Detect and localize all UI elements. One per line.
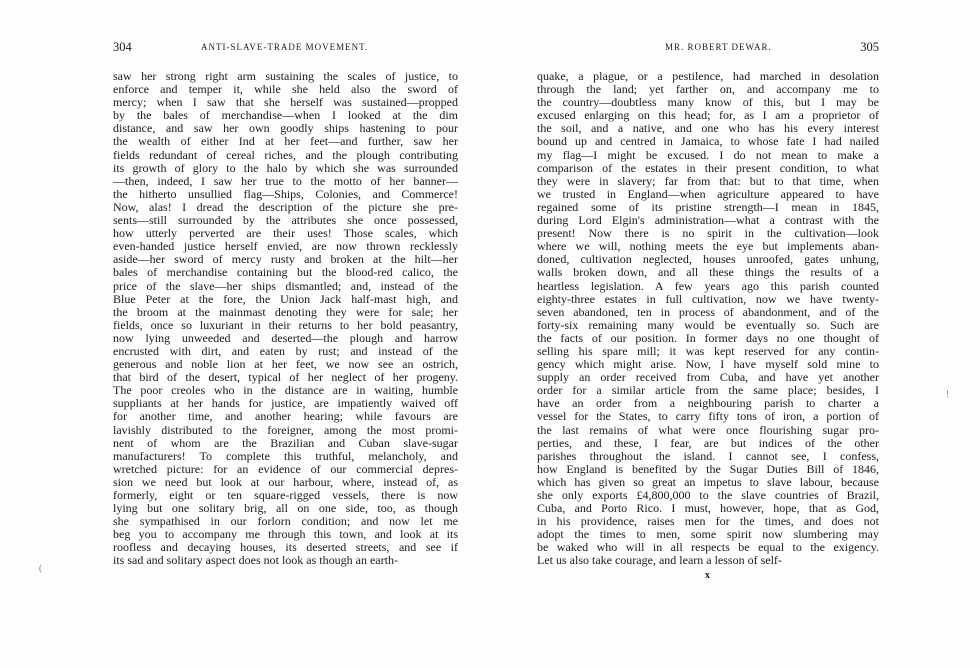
text-line: where we will, nothing meets the eye but implements aban-: [537, 240, 879, 254]
text-line: lying but one solitary brig, all on one side, too, as though: [113, 502, 458, 516]
left-page: [113, 40, 458, 568]
left-head-title: ANTI-SLAVE-TRADE MOVEMENT.: [201, 42, 369, 52]
text-line: adopt the times to men, some spirit now slumbering may: [537, 528, 879, 542]
text-line: The poor creoles who in the distance are in waiting, humble: [113, 384, 458, 398]
text-line: bales of merchandise containing but the blood-red calico, the: [113, 266, 458, 280]
text-line: the last remains of what were once flourishing sugar pro-: [537, 423, 879, 437]
text-line: beg you to accompany me through this town, and look at its: [113, 528, 458, 542]
text-line: roofless and decaying houses, its deserted streets, and see if: [113, 541, 458, 555]
text-line: excused enlarging on this head; for, as I am a proprietor of: [537, 109, 879, 123]
text-line: wretched picture: for an evidence of our commercial depres-: [113, 462, 458, 476]
text-line: eighty-three estates in full cultivation, now we have twenty-: [537, 292, 879, 306]
text-line: they were in slavery; far from that: but to that time, when: [537, 174, 879, 188]
text-line: we trusted in England—when agriculture appeared to have: [537, 187, 879, 201]
text-line: enforce and temper it, while she held also the sword of: [113, 83, 458, 97]
text-line: quake, a plague, or a pestilence, had marched in desolation: [537, 70, 879, 83]
text-line: how utterly perverted are their uses! Those scales, which: [113, 227, 458, 241]
text-line: the country—doubtless many know of this, but I may be: [537, 96, 879, 110]
text-line: fields redundant of cereal riches, and the plough contributing: [113, 148, 458, 162]
text-line: its sad and solitary aspect does not look as though an earth-: [113, 554, 398, 568]
text-line: suppliants at her hands for justice, are impatiently waived off: [113, 397, 458, 411]
right-page: [537, 40, 879, 581]
text-line: now lying unweeded and deserted—the plough and harrow: [113, 331, 458, 345]
text-line: perties, and these, I fear, are but indices of the other: [537, 436, 879, 450]
text-line: vessel for the States, to carry fifty tons of iron, a portion of: [537, 410, 879, 424]
text-line: price of the slave—her ships dismantled; and, instead of the: [113, 279, 458, 293]
signature-mark: x: [705, 569, 711, 581]
text-line: sents—still surrounded by the attributes she once possessed,: [113, 214, 458, 228]
text-line: through the land; yet farther on, and accompany me to: [537, 83, 879, 97]
text-line: my flag—I might be excused. I do not mean to make a: [537, 148, 879, 162]
text-line: how England is benefited by the Sugar Duties Bill of 1846,: [537, 462, 879, 476]
text-line: Cuba, and Porto Rico. I must, however, hope, that as God,: [537, 502, 879, 516]
text-line: walls broken down, and all these things the results of a: [537, 266, 879, 280]
text-line: order for a similar article from the same place; besides, I: [537, 384, 879, 398]
text-line: Let us also take courage, and learn a lesson of self-: [537, 554, 782, 568]
text-line: doned, cultivation neglected, houses unroofed, gates unhung,: [537, 253, 879, 267]
text-line: present! Now there is no spirit in the cultivation—look: [537, 227, 879, 241]
text-line: the wealth of either Ind at her feet—and further, saw her: [113, 135, 458, 149]
text-line: that bird of the desert, typical of her neglect of her progeny.: [113, 371, 458, 385]
left-running-head: [113, 40, 458, 60]
text-line: Blue Peter at the fore, the Union Jack half-mast high, and: [113, 292, 458, 306]
left-body-text: [113, 70, 458, 568]
text-line: its growth of glory to the halo by which she was surrounded: [113, 161, 458, 175]
text-line: sion we need but look at our harbour, where, instead of, as: [113, 475, 458, 489]
text-line: for another time, and another hearing; while favours are: [113, 410, 458, 424]
text-line: mercy; when I saw that she herself was sustained—propped: [113, 96, 458, 110]
text-line: comparison of the estates in their present condition, to what: [537, 161, 879, 175]
text-line: the broom at the mainmast denoting they were for sale; her: [113, 305, 458, 319]
text-line: bound up and centred in Jamaica, to whose fate I had nailed: [537, 135, 879, 149]
text-line: fields, once so luxuriant in their returns to her bold peasantry,: [113, 318, 458, 332]
right-head-title: MR. ROBERT DEWAR.: [665, 42, 772, 52]
text-line: seven abandoned, ten in process of abandonment, and of the: [537, 305, 879, 319]
text-line: formerly, eight or ten square-rigged vessels, there is now: [113, 489, 458, 502]
text-line: have an order from a neighbouring parish to charter a: [537, 397, 879, 411]
text-line: Now, alas! I dread the description of the picture she pre-: [113, 200, 458, 214]
text-line: during Lord Elgin's administration—what a contrast with the: [537, 214, 879, 228]
margin-mark-left: (: [39, 563, 42, 573]
text-line: by the bales of merchandise—when I looked at the dim: [113, 109, 458, 123]
left-page-number: 304: [113, 40, 132, 54]
text-line: the soil, and a native, and one who has his every interest: [537, 122, 879, 136]
text-line: regained some of its pristine strength—I mean in 1845,: [537, 200, 879, 214]
text-line: be waked who will in all respects be equal to the exigency.: [537, 541, 879, 555]
text-line: even-handed justice herself envied, are now thrown recklessly: [113, 240, 458, 254]
text-line: selling his spare mill; it was kept reserved for any contin-: [537, 344, 879, 358]
text-line: distance, and saw her own goodly ships hastening to pour: [113, 122, 458, 136]
text-line: supply an order received from Cuba, and have yet another: [537, 371, 879, 385]
text-line: —then, indeed, I saw her true to the motto of her banner—: [113, 174, 458, 188]
text-line: manufacturers! To complete this truthful, melancholy, and: [113, 449, 458, 463]
text-line: in his providence, raises men for the times, and does not: [537, 515, 879, 529]
right-running-head: [537, 40, 879, 60]
text-line: nent of whom are the Brazilian and Cuban slave-sugar: [113, 436, 458, 450]
text-line: the facts of our position. In former days no one thought of: [537, 331, 879, 345]
text-line: generous and noble lion at her feet, we now see an ostrich,: [113, 358, 458, 372]
margin-mark-right: !: [946, 389, 949, 399]
right-page-number: 305: [860, 40, 879, 54]
text-line: she only exports £4,800,000 to the slave countries of Brazil,: [537, 489, 879, 502]
text-line: lavishly distributed to the foreigner, among the most promi-: [113, 423, 458, 437]
text-line: the hitherto unsullied flag—Ships, Colonies, and Commerce!: [113, 187, 458, 201]
text-line: aside—her sword of mercy rusty and broken at the hilt—her: [113, 253, 458, 267]
right-body-text: [537, 70, 879, 568]
text-line: heartless legislation. A few years ago this parish counted: [537, 279, 879, 293]
text-line: forty-six remaining many would be eventually so. Such are: [537, 318, 879, 332]
text-line: gency which might arise. Now, I have myself sold mine to: [537, 358, 879, 372]
text-line: saw her strong right arm sustaining the scales of justice, to: [113, 70, 458, 83]
text-line: encrusted with dirt, and eaten by rust; and instead of the: [113, 344, 458, 358]
text-line: she sympathised in our forlorn condition; and now let me: [113, 515, 458, 529]
text-line: which has given so great an impetus to slave labour, because: [537, 475, 879, 489]
text-line: parishes throughout the island. I cannot see, I confess,: [537, 449, 879, 463]
